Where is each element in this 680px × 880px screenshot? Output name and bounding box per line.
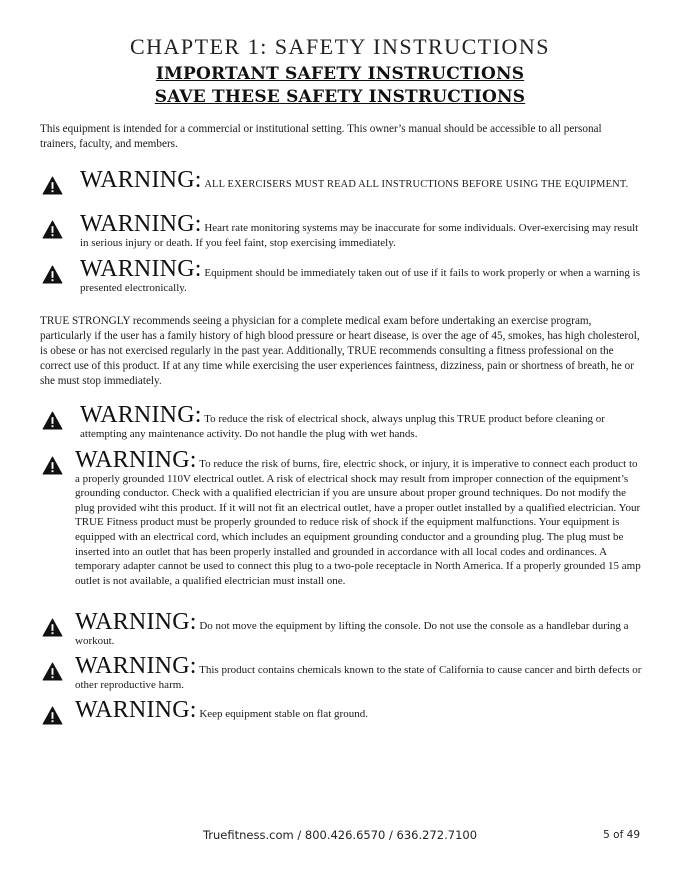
warning-triangle-icon <box>42 411 63 430</box>
warning-label: WARNING: <box>75 447 197 473</box>
warning-label: WARNING: <box>80 211 202 237</box>
warning-triangle-icon <box>42 176 63 195</box>
warning-triangle-icon <box>42 265 63 284</box>
warning-label: WARNING: <box>80 256 202 282</box>
warning-text: ALL EXERCISERS MUST READ ALL INSTRUCTIONS BEFORE USING THE EQUIPMENT. <box>204 179 629 190</box>
footer-contact: Truefitness.com / 800.426.6570 / 636.272.7100 <box>202 828 478 842</box>
chapter-title: CHAPTER 1: SAFETY INSTRUCTIONS <box>129 34 551 59</box>
warning-label: WARNING: <box>75 697 197 723</box>
warning-label: WARNING: <box>75 609 197 635</box>
save-safety-heading: SAVE THESE SAFETY INSTRUCTIONS <box>154 87 526 107</box>
important-safety-heading: IMPORTANT SAFETY INSTRUCTIONS <box>155 64 525 84</box>
warning-text: Do not move the equipment by lifting the console. Do not use the console as a handlebar during a workout. <box>75 620 629 647</box>
warning-text: Keep equipment stable on flat ground. <box>199 708 368 720</box>
warning-triangle-icon <box>42 456 63 475</box>
warning-label: WARNING: <box>75 653 197 679</box>
warning-label: WARNING: <box>80 167 202 193</box>
physician-recommendation-paragraph: TRUE STRONGLY recommends seeing a physician for a complete medical exam before undertaking an exercise program, particularly if the user has a family history of high blood pressure or heart disease, is over the age of 45, smokes, has high cholesterol, is obese or has not exercised regularly in the past year. Additionally, TRUE recommends consulting a fitness professional on the correct use of this product. If at any time while exercising the user experiences faintness, dizziness, pain or shortness of breath, he or she must stop immediately. <box>40 315 640 387</box>
warning-text: To reduce the risk of electrical shock, always unplug this TRUE product before cleaning or attempting any maintenance activity. Do not handle the plug with wet hands. <box>80 413 605 440</box>
intro-paragraph: This equipment is intended for a commercial or institutional setting. This owner’s manual should be accessible to all personal trainers, faculty, and members. <box>40 123 602 150</box>
warning-triangle-icon <box>42 662 63 681</box>
page-number: 5 of 49 <box>603 829 640 841</box>
warning-text: To reduce the risk of burns, fire, electric shock, or injury, it is imperative to connect each product to a properly grounded 110V electrical outlet. A risk of electrical shock may result from improper connection of the equipment’s grounding conductor. Check with a qualified electrician if you are unsure about proper ground techniques. Do not modify the plug provided wiht this product. If it will not fit an electrical outlet, have a proper outlet installed by a qualified electrician. Your TRUE Fitness product must be properly grounded to reduce risk of shock if the equipment malfunctions. Your equipment is equipped with an electrical cord, which includes an equipment grounding conductor and a grounding plug. The plug must be inserted into an outlet that has been properly installed and grounded in accordance with all local codes and ordinances. A temporary adapter cannot be used to connect this plug to a two-pole receptacle in North America. If a properly grounded 15 amp outlet is not available, a qualified electrician must install one. <box>75 458 641 587</box>
warning-text: Heart rate monitoring systems may be inaccurate for some individuals. Over-exercising may result in serious injury or death. If you feel faint, stop exercising immediately. <box>80 222 639 249</box>
warning-text: Equipment should be immediately taken out of use if it fails to work properly or when a warning is presented electronically. <box>80 267 640 294</box>
warning-label: WARNING: <box>80 402 202 428</box>
warning-triangle-icon <box>42 618 63 637</box>
warning-triangle-icon <box>42 220 63 239</box>
warning-triangle-icon <box>42 706 63 725</box>
warning-text: This product contains chemicals known to the state of California to cause cancer and birth defects or other reproductive harm. <box>75 664 642 691</box>
